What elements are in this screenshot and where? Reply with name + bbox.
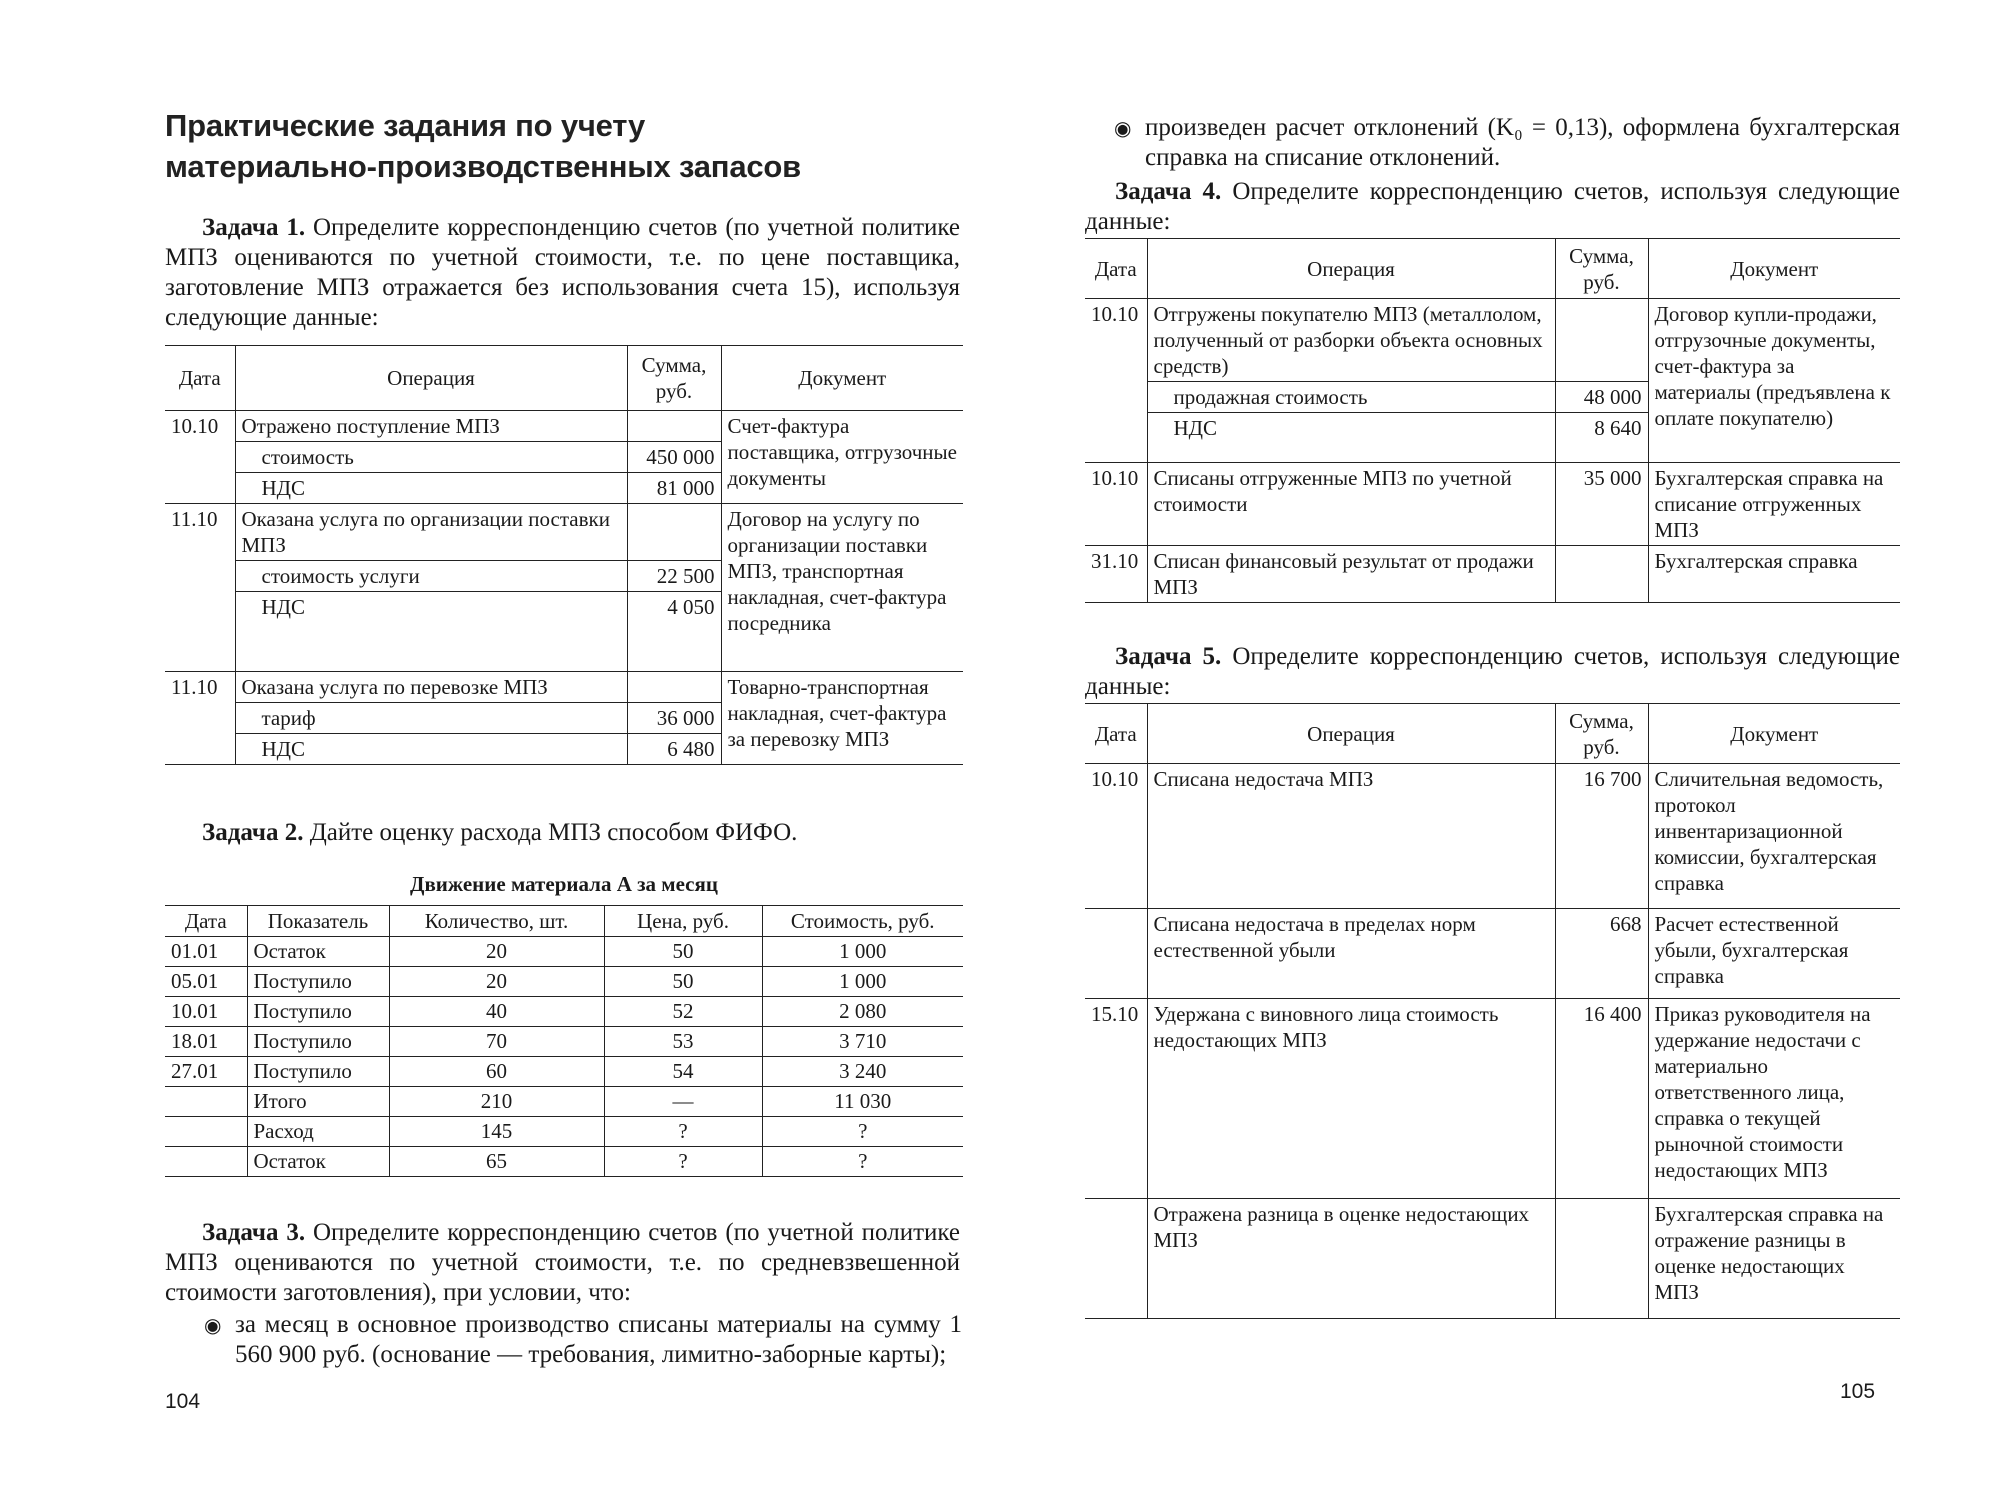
bullet-item: ◉ произведен расчет отклонений (K₀ = 0,13), оформлена бухгалтерская справка на списание отклонений. (1114, 114, 1900, 171)
col-header-date: Дата (1085, 239, 1147, 299)
col-header-document: Документ (1648, 239, 1900, 299)
task3-text (165, 1218, 960, 1308)
col-header-document: Документ (1648, 704, 1900, 764)
bullet-icon: ◉ (1114, 118, 1132, 140)
row-date: 31.10 (1085, 546, 1147, 603)
cell-cost: ? (762, 1117, 963, 1147)
row-sub-label: стоимость (235, 442, 627, 473)
row-sum: 35 000 (1555, 463, 1648, 546)
table-row (1085, 909, 1900, 999)
row-sum (627, 504, 721, 561)
page-number: 104 (165, 1390, 201, 1413)
table-row (165, 997, 963, 1027)
row-document: Бухгалтерская справка на списание отгруженных МПЗ (1648, 463, 1900, 546)
col-header-indicator: Показатель (247, 906, 389, 937)
cell-cost: 1 000 (762, 967, 963, 997)
cell-cost: ? (762, 1147, 963, 1177)
task5-body: Определите корреспонденцию счетов, используя следующие данные: (1085, 643, 1900, 700)
task2-label: Задача 2. (202, 819, 304, 846)
row-operation: Отражено поступление МПЗ (235, 411, 627, 442)
cell-quantity: 65 (389, 1147, 604, 1177)
cell-quantity: 145 (389, 1117, 604, 1147)
task1-label: Задача 1. (202, 214, 306, 241)
row-date (1085, 909, 1147, 999)
row-sub-sum: 81 000 (627, 473, 721, 504)
table-row (165, 1087, 963, 1117)
cell-indicator: Поступило (247, 967, 389, 997)
cell-indicator: Остаток (247, 1147, 389, 1177)
row-date: 11.10 (165, 672, 235, 765)
cell-indicator: Остаток (247, 937, 389, 967)
cell-cost: 3 240 (762, 1057, 963, 1087)
cell-quantity: 40 (389, 997, 604, 1027)
cell-price: — (604, 1087, 762, 1117)
cell-indicator: Поступило (247, 997, 389, 1027)
table2-caption: Движение материала А за месяц (410, 872, 718, 896)
row-sum (1555, 299, 1648, 382)
page-number: 105 (1840, 1380, 1876, 1403)
cell-price: 53 (604, 1027, 762, 1057)
row-sub-sum: 4 050 (627, 592, 721, 672)
task3-bullets (200, 1310, 962, 1370)
row-document: Сличительная ведомость, протокол инвентаризационной комиссии, бухгалтерская справка (1648, 764, 1900, 909)
row-document: Бухгалтерская справка (1648, 546, 1900, 603)
cell-quantity: 70 (389, 1027, 604, 1057)
cell-date: 27.01 (165, 1057, 247, 1087)
col-header-operation: Операция (1147, 704, 1555, 764)
row-date: 10.10 (1085, 764, 1147, 909)
cell-date (165, 1117, 247, 1147)
col-header-date: Дата (165, 906, 247, 937)
row-sub-label: НДС (1147, 413, 1555, 463)
col-header-sum: Сумма, руб. (1555, 239, 1648, 299)
row-document: Бухгалтерская справка на отражение разницы в оценке недостающих МПЗ (1648, 1199, 1900, 1319)
task5-label: Задача 5. (1115, 643, 1222, 670)
row-sub-sum: 48 000 (1555, 382, 1648, 413)
cell-indicator: Поступило (247, 1057, 389, 1087)
row-date (1085, 1199, 1147, 1319)
col-header-document: Документ (721, 346, 963, 411)
row-sub-label: стоимость услуги (235, 561, 627, 592)
cell-cost: 1 000 (762, 937, 963, 967)
row-sum: 16 400 (1555, 999, 1648, 1199)
row-sub-sum: 36 000 (627, 703, 721, 734)
row-sub-sum: 6 480 (627, 734, 721, 765)
row-sub-sum: 450 000 (627, 442, 721, 473)
table-row (165, 1057, 963, 1087)
cell-date: 18.01 (165, 1027, 247, 1057)
table-task4 (1085, 238, 1900, 603)
col-header-date: Дата (1085, 704, 1147, 764)
cell-quantity: 20 (389, 967, 604, 997)
row-sum (1555, 1199, 1648, 1319)
right-page (1000, 0, 2000, 1509)
col-header-sum: Сумма, руб. (1555, 704, 1648, 764)
bullet-item: ◉ за месяц в основное производство списаны материалы на сумму 1 560 900 руб. (основание — требования, лимитно-заборные карты); (204, 1311, 962, 1368)
col-header-operation: Операция (235, 346, 627, 411)
cell-indicator: Итого (247, 1087, 389, 1117)
row-sub-sum: 8 640 (1555, 413, 1648, 463)
task5-text (1085, 642, 1900, 702)
task3-body: Определите корреспонденцию счетов (по учетной политике МПЗ оцениваются по учетной стоимости, т.е. по средневзвешенной стоимости заготовления), при условии, что: (165, 1219, 960, 1306)
task3-label: Задача 3. (202, 1219, 306, 1246)
col-header-operation: Операция (1147, 239, 1555, 299)
row-date: 10.10 (1085, 463, 1147, 546)
table-row (165, 1027, 963, 1057)
col-header-date: Дата (165, 346, 235, 411)
cell-date (165, 1147, 247, 1177)
row-operation: Списаны отгруженные МПЗ по учетной стоимости (1147, 463, 1555, 546)
row-document: Счет-фактура поставщика, отгрузочные документы (721, 411, 963, 504)
row-operation: Оказана услуга по перевозке МПЗ (235, 672, 627, 703)
table-row (1085, 999, 1900, 1199)
cell-date: 10.01 (165, 997, 247, 1027)
row-operation: Удержана с виновного лица стоимость недостающих МПЗ (1147, 999, 1555, 1199)
row-document: Договор купли-продажи, отгрузочные документы, счет-фактура за материалы (предъявлена к оплате покупателю) (1648, 299, 1900, 463)
col-header-quantity: Количество, шт. (389, 906, 604, 937)
row-sum (627, 411, 721, 442)
table-material-movement (165, 905, 963, 1177)
cell-price: ? (604, 1147, 762, 1177)
task4-body: Определите корреспонденцию счетов, используя следующие данные: (1085, 178, 1900, 235)
row-sum: 668 (1555, 909, 1648, 999)
task4-text (1085, 177, 1900, 237)
task3-bullets-cont (1110, 113, 1900, 173)
table-row (165, 1147, 963, 1177)
table-row (165, 937, 963, 967)
cell-indicator: Поступило (247, 1027, 389, 1057)
row-operation: Оказана услуга по организации поставки МПЗ (235, 504, 627, 561)
cell-price: 50 (604, 937, 762, 967)
row-sum: 16 700 (1555, 764, 1648, 909)
row-sum (627, 672, 721, 703)
row-date: 10.10 (165, 411, 235, 504)
cell-price: 50 (604, 967, 762, 997)
cell-cost: 11 030 (762, 1087, 963, 1117)
row-document: Договор на услугу по организации поставки МПЗ, транспортная накладная, счет-фактура посредника (721, 504, 963, 672)
row-operation: Отгружены покупателю МПЗ (металлолом, полученный от разборки объекта основных средств) (1147, 299, 1555, 382)
col-header-price: Цена, руб. (604, 906, 762, 937)
table-row (1085, 1199, 1900, 1319)
row-operation: Отражена разница в оценке недостающих МПЗ (1147, 1199, 1555, 1319)
row-document: Расчет естественной убыли, бухгалтерская справка (1648, 909, 1900, 999)
cell-cost: 2 080 (762, 997, 963, 1027)
cell-indicator: Расход (247, 1117, 389, 1147)
bullet-icon: ◉ (204, 1315, 222, 1337)
row-operation: Списан финансовый результат от продажи МПЗ (1147, 546, 1555, 603)
cell-quantity: 20 (389, 937, 604, 967)
table-row (1085, 764, 1900, 909)
task1-body: Определите корреспонденцию счетов (по учетной политике МПЗ оцениваются по учетной стоимости, т.е. по цене поставщика, заготовление МПЗ отражается без использования счета 15), используя следующие данные: (165, 214, 960, 331)
row-operation: Списана недостача МПЗ (1147, 764, 1555, 909)
row-document: Приказ руководителя на удержание недостачи с материально ответственного лица, справка о текущей рыночной стоимости недостающих МПЗ (1648, 999, 1900, 1199)
col-header-sum: Сумма, руб. (627, 346, 721, 411)
page-heading: Практические задания по учету материально-производственных запасов (165, 108, 801, 184)
cell-quantity: 60 (389, 1057, 604, 1087)
cell-date (165, 1087, 247, 1117)
task1-text (165, 213, 960, 333)
table-row (165, 967, 963, 997)
row-date: 15.10 (1085, 999, 1147, 1199)
cell-quantity: 210 (389, 1087, 604, 1117)
col-header-cost: Стоимость, руб. (762, 906, 963, 937)
row-sub-label: НДС (235, 734, 627, 765)
row-sub-label: НДС (235, 473, 627, 504)
cell-price: 52 (604, 997, 762, 1027)
cell-date: 01.01 (165, 937, 247, 967)
row-sub-label: тариф (235, 703, 627, 734)
row-sub-label: НДС (235, 592, 627, 672)
row-date: 10.10 (1085, 299, 1147, 463)
row-document: Товарно-транспортная накладная, счет-фактура за перевозку МПЗ (721, 672, 963, 765)
cell-cost: 3 710 (762, 1027, 963, 1057)
cell-price: ? (604, 1117, 762, 1147)
table-task5 (1085, 703, 1900, 1319)
task2-text (165, 818, 960, 848)
row-sum (1555, 546, 1648, 603)
row-sub-label: продажная стоимость (1147, 382, 1555, 413)
cell-date: 05.01 (165, 967, 247, 997)
row-operation: Списана недостача в пределах норм естественной убыли (1147, 909, 1555, 999)
table-task1 (165, 345, 963, 765)
task4-label: Задача 4. (1115, 178, 1222, 205)
cell-price: 54 (604, 1057, 762, 1087)
table-row (165, 1117, 963, 1147)
row-sub-sum: 22 500 (627, 561, 721, 592)
task2-body: Дайте оценку расхода МПЗ способом ФИФО. (309, 819, 798, 846)
row-date: 11.10 (165, 504, 235, 672)
